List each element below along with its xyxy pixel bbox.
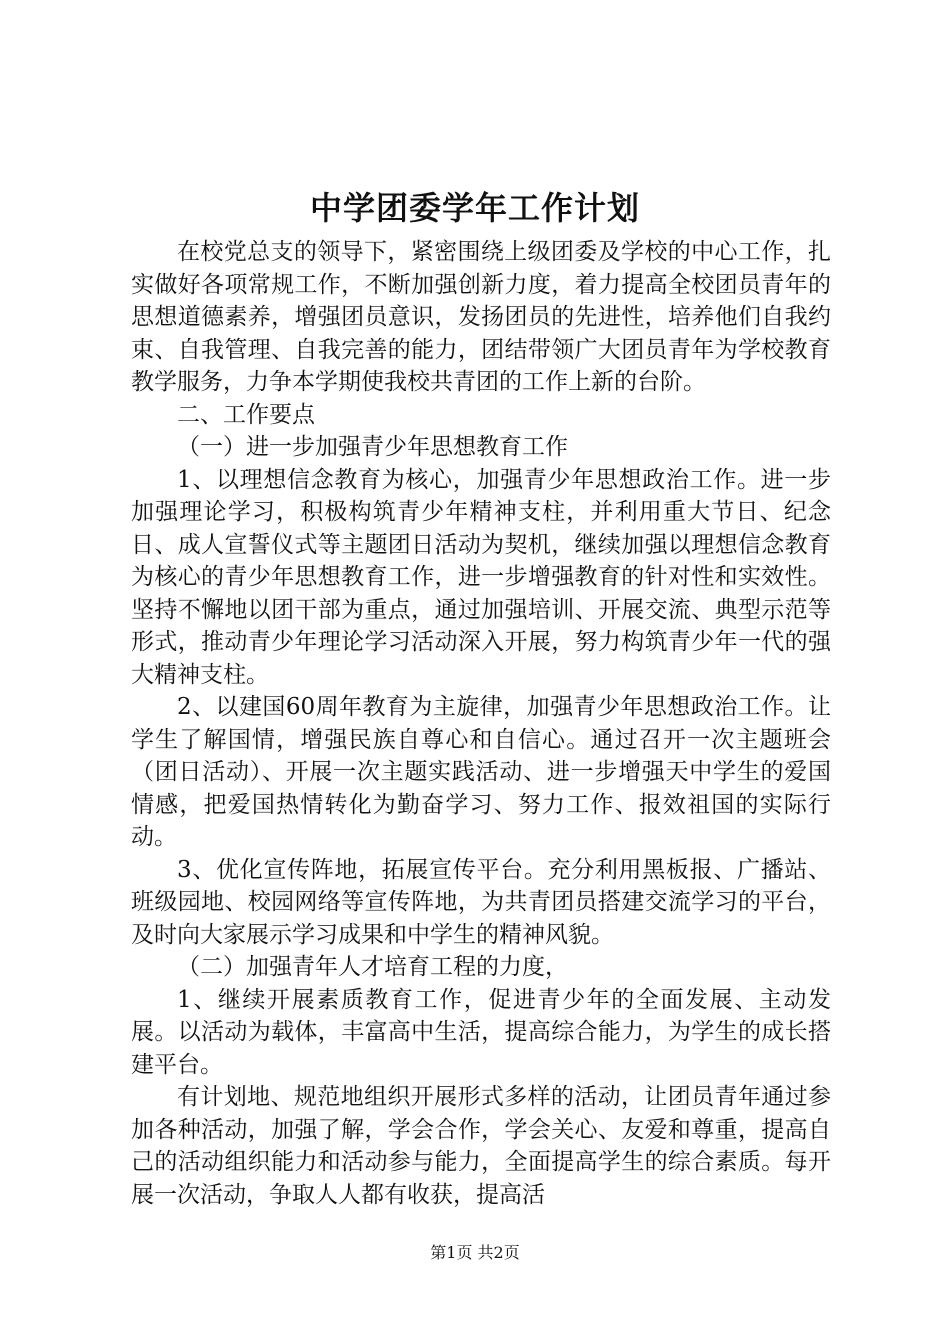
paragraph-item-1-2: 2、以建国60周年教育为主旋律，加强青少年思想政治工作。让学生了解国情，增强民族自尊心和自信心。通过召开一次主题班会（团日活动）、开展一次主题实践活动、进一步增强天中学生的爱国情感，把爱国热情转化为勤奋学习、努力工作、报效祖国的实际行动。	[131, 694, 831, 850]
paragraph-item-2-1: 1、继续开展素质教育工作，促进青少年的全面发展、主动发展。以活动为载体，丰富高中生活，提高综合能力，为学生的成长搭建平台。	[131, 986, 831, 1078]
paragraph-activities: 有计划地、规范地组织开展形式多样的活动，让团员青年通过参加各种活动，加强了解，学会合作，学会关心、友爱和尊重，提高自己的活动组织能力和活动参与能力，全面提高学生的综合素质。每开展一次活动，争取人人都有收获，提高活	[131, 1084, 831, 1208]
section-heading-work-points: 二、工作要点	[177, 401, 315, 428]
document-title: 中学团委学年工作计划	[309, 189, 640, 227]
paragraph-item-1-3: 3、优化宣传阵地，拓展宣传平台。充分利用黑板报、广播站、班级园地、校园网络等宣传阵地，为共青团员搭建交流学习的平台，及时向大家展示学习成果和中学生的精神风貌。	[131, 856, 831, 948]
subsection-heading-2: （二）加强青年人才培育工程的力度，	[177, 954, 568, 980]
paragraph-intro: 在校党总支的领导下，紧密围绕上级团委及学校的中心工作，扎实做好各项常规工作，不断加强创新力度，着力提高全校团员青年的思想道德素养，增强团员意识，发扬团员的先进性，培养他们自我约束、自我管理、自我完善的能力，团结带领广大团员青年为学校教育教学服务，力争本学期使我校共青团的工作上新的台阶。	[131, 239, 831, 395]
document-body	[131, 236, 831, 1211]
page-footer: 第1页 共2页	[430, 1243, 520, 1262]
subsection-heading-1: （一）进一步加强青少年思想教育工作	[177, 434, 568, 460]
paragraph-item-1-1: 1、以理想信念教育为核心，加强青少年思想政治工作。进一步加强理论学习，积极构筑青少年精神支柱，并利用重大节日、纪念日、成人宣誓仪式等主题团日活动为契机，继续加强以理想信念教育为核心的青少年思想教育工作，进一步增强教育的针对性和实效性。坚持不懈地以团干部为重点，通过加强培训、开展交流、典型示范等形式，推动青少年理论学习活动深入开展，努力构筑青少年一代的强大精神支柱。	[131, 466, 831, 688]
